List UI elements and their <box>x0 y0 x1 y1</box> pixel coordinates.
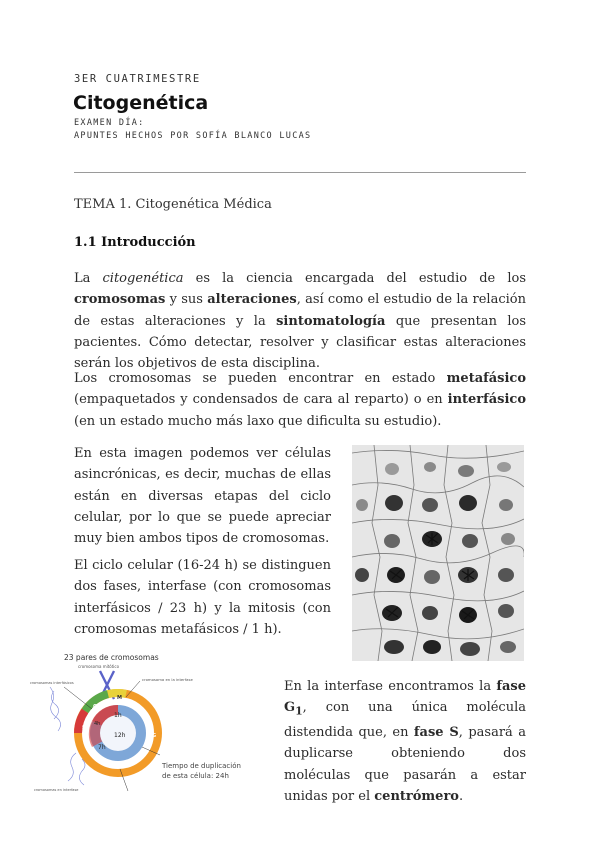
svg-text:S: S <box>82 725 86 731</box>
diagram-duration-label-2: de esta célula: 24h <box>162 772 229 780</box>
section-heading: TEMA 1. Citogenética Médica <box>74 197 272 212</box>
svg-text:G: G <box>152 733 157 739</box>
paragraph-cell-cycle: El ciclo celular (16-24 h) se distinguen dos fases, interfase (con cromosomas interfásicos / 23 h) y la mitosis (con cromosomas metafásicos / 1 h). <box>74 558 331 637</box>
paragraph-intro: La citogenética es la ciencia encargada del estudio de los cromosomas y sus alteraciones, así como el estudio de la relación de estas alteraciones y la sintomatología que presentan los pacientes. Cómo detectar, resolver y clasificar estas alteraciones serán los objetivos de esta disciplina. <box>74 271 527 372</box>
svg-text:G₂: G₂ <box>93 704 100 710</box>
svg-text:4h: 4h <box>94 721 101 727</box>
subsection-heading: 1.1 Introducción <box>74 235 196 250</box>
diagram-top-label: 23 pares de cromosomas <box>64 653 159 662</box>
paragraph-interphase: En la interfase encontramos la fase $G_1$, con una única molécula distendida que, en fase S, pasará a duplicarse obteniendo dos moléculas que pasarán a estar unidas por el centrómero. <box>284 679 526 805</box>
header-divider <box>74 172 526 173</box>
diagram-top-sublabel: cromosoma mitótico <box>78 664 120 669</box>
semester-label: 3ER CUATRIMESTRE <box>74 73 201 85</box>
svg-text:M: M <box>117 695 122 701</box>
page-title: Citogenética <box>73 92 209 114</box>
micrograph-image <box>352 445 524 661</box>
diagram-right-label: cromosoma en la interfase <box>142 677 193 682</box>
author-label: APUNTES HECHOS POR SOFÍA BLANCO LUCAS <box>74 131 312 141</box>
svg-text:12h: 12h <box>114 732 126 739</box>
diagram-duration-label: Tiempo de duplicación <box>162 762 241 770</box>
paragraph-image-description: En esta imagen podemos ver células asincrónicas, es decir, muchas de ellas están en diversas etapas del ciclo celular, por lo que se puede apreciar muy bien ambos tipos de cromosomas. <box>74 446 331 547</box>
svg-text:7h: 7h <box>98 744 106 751</box>
svg-text:1h: 1h <box>114 712 122 719</box>
diagram-bottom-label: cromosomas en interfase <box>34 788 79 792</box>
exam-date-label: EXAMEN DÍA: <box>74 118 145 128</box>
diagram-left-label: cromosomas interfásicos <box>30 681 74 685</box>
cell-cycle-diagram <box>30 651 270 796</box>
paragraph-states: Los cromosomas se pueden encontrar en estado metafásico (empaquetados y condensados de cara al reparto) o en interfásico (en un estado mucho más laxo que dificulta su estudio). <box>74 371 526 429</box>
